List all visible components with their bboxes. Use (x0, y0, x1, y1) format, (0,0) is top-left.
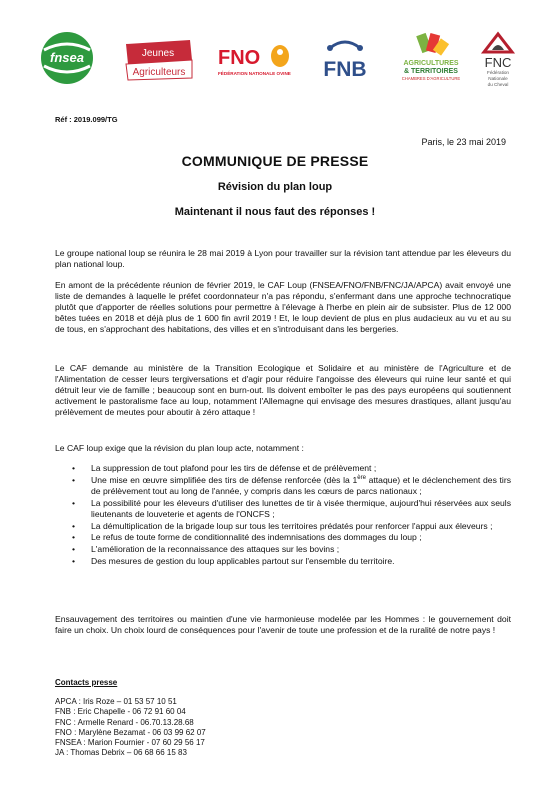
bullet-marker: • (72, 463, 76, 473)
contacts-heading: Contacts presse (55, 678, 118, 687)
contact-line: JA : Thomas Debrix – 06 68 66 15 83 (55, 748, 187, 758)
list-item (55, 498, 511, 520)
paragraph-context: En amont de la précédente réunion de février 2019, le CAF Loup (FNSEA/FNO/FNB/FNC/JA/APCA) avait envoyé une liste de demandes à laquelle le préfet coordonnateur n'a pas répondu, s'enfermant dans une approche technocratique plutôt que d'apporter de réelles solutions pour permettre à l'élevage à l'herbe en plein air de subsister. Plus de 12 000 bêtes tuées en 2018 et déjà plus de 1 600 fin avril 2019 ! Et, le loup devient de plus en plus audacieux au vu et au su de tous, en s'approchant des habitations, des villes et en s'introduisant dans les bergeries. (55, 280, 511, 334)
list-item-text: La démultiplication de la brigade loup sur tous les territoires prédatés pour renforcer l'appui aux éleveurs ; (91, 520, 493, 531)
list-item-text: attaque) et le déclenchement des tirs de prélèvement tout au long de l'année, y compris dans les cœurs de parcs nationaux ; (91, 474, 511, 496)
partner-logos (38, 28, 518, 88)
document-subtitle: Révision du plan loup (217, 181, 333, 193)
superscript: ère (357, 475, 366, 482)
list-item-text: L'amélioration de la reconnaissance des attaques sur les bovins ; (91, 544, 340, 555)
list-item (55, 463, 511, 474)
jeunes-agriculteurs-logo (124, 38, 194, 87)
document-title: COMMUNIQUE DE PRESSE (181, 153, 369, 169)
bullet-marker: • (72, 532, 76, 543)
contact-line: FNC : Armelle Renard - 06.70.13.28.68 (55, 717, 194, 727)
fnc-logo (476, 28, 520, 95)
paragraph-demand: Le CAF demande au ministère de la Transition Ecologique et Solidaire et au ministère de l'Agriculture et de l'Alimentation de cesser leurs tergiversations et d'agir pour réduire l'angoisse des éleveurs qui ruine leur santé et qui détruit leur vie de famille ; beaucoup sont en burn-out. Ils doivent emboîter le pas des pays européens qui soutiennent activement le pastoralisme face au loup, notamment l'Allemagne qui envisage des mesures drastiques, allant jusqu'au prélèvement de meutes pour aboutir à zéro attaque ! (55, 363, 511, 417)
paragraph-list-intro: Le CAF loup exige que la révision du plan loup acte, notamment : (55, 443, 304, 453)
apca-logo-line1: AGRICULTURES (403, 60, 459, 67)
list-item-text: Des mesures de gestion du loup applicables partout sur l'ensemble du territoire. (91, 556, 395, 567)
bullet-marker: • (72, 520, 76, 531)
list-item (55, 521, 511, 532)
contacts-list (55, 697, 206, 759)
apca-logo (394, 32, 468, 89)
bullet-marker: • (72, 544, 76, 555)
contact-line: APCA : Iris Roze – 01 53 57 10 51 (55, 697, 177, 706)
list-item-text: Une mise en œuvre simplifiée des tirs de défense renforcée (dès la 1 (91, 474, 358, 485)
fnc-logo-text: FNC (484, 55, 512, 70)
apca-logo-line3: CHAMBRES D'AGRICULTURE (401, 76, 461, 81)
ja-logo-line2: Agriculteurs (132, 67, 186, 78)
list-item-text: La suppression de tout plafond pour les tirs de défense et de prélèvement ; (91, 463, 377, 473)
list-item (55, 475, 511, 497)
list-item (55, 556, 511, 567)
fnsea-logo-text: fnsea (50, 50, 84, 65)
fnb-logo (316, 34, 374, 89)
fnc-logo-sub2: Nationale (488, 76, 508, 81)
ja-logo-line1: Jeunes (141, 48, 175, 59)
list-item (55, 532, 511, 543)
list-item-text: La possibilité pour les éleveurs d'utiliser des lunettes de tir à visée thermique, aujourd'hui réservées aux seuls lieutenants de louveterie et agents de l'ONCFS ; (91, 497, 511, 519)
bullet-marker: • (72, 556, 76, 567)
fnsea-logo (38, 30, 96, 91)
apca-logo-line2: & TERRITOIRES (404, 68, 458, 75)
fno-logo-sub: FÉDÉRATION NATIONALE OVINE (218, 71, 291, 76)
contact-line: FNSEA : Marion Fournier - 07 60 29 56 17 (55, 738, 205, 748)
bullet-marker: • (72, 497, 76, 508)
list-item-text: Le refus de toute forme de conditionnalité des indemnisations des dommages du loup ; (91, 532, 422, 543)
list-item (55, 544, 511, 555)
fno-logo (216, 42, 294, 87)
paragraph-intro: Le groupe national loup se réunira le 28 mai 2019 à Lyon pour travailler sur la révision tant attendue par les éleveurs du plan national loup. (55, 248, 511, 269)
contact-line: FNO : Marylène Bezamat - 06 03 99 62 07 (55, 727, 206, 737)
bullet-marker: • (72, 474, 76, 485)
reference-number: Réf : 2019.099/TG (55, 115, 118, 124)
contact-line: FNB : Eric Chapelle - 06 72 91 60 04 (55, 707, 186, 717)
date-line: Paris, le 23 mai 2019 (421, 137, 506, 147)
demands-list (55, 463, 511, 568)
paragraph-conclusion: Ensauvagement des territoires ou maintien d'une vie harmonieuse modelée par les Hommes : le gouvernement doit faire un choix. Un choix lourd de conséquences pour l'avenir de toute une profession et de la ruralité de notre pays ! (55, 614, 511, 635)
fnc-logo-sub1: Fédération (487, 70, 509, 75)
fno-logo-text: FNO (218, 47, 261, 69)
document-headline: Maintenant il nous faut des réponses ! (174, 206, 376, 218)
fnc-logo-sub3: du Cheval (487, 82, 509, 87)
fnb-logo-text: FNB (323, 58, 367, 81)
